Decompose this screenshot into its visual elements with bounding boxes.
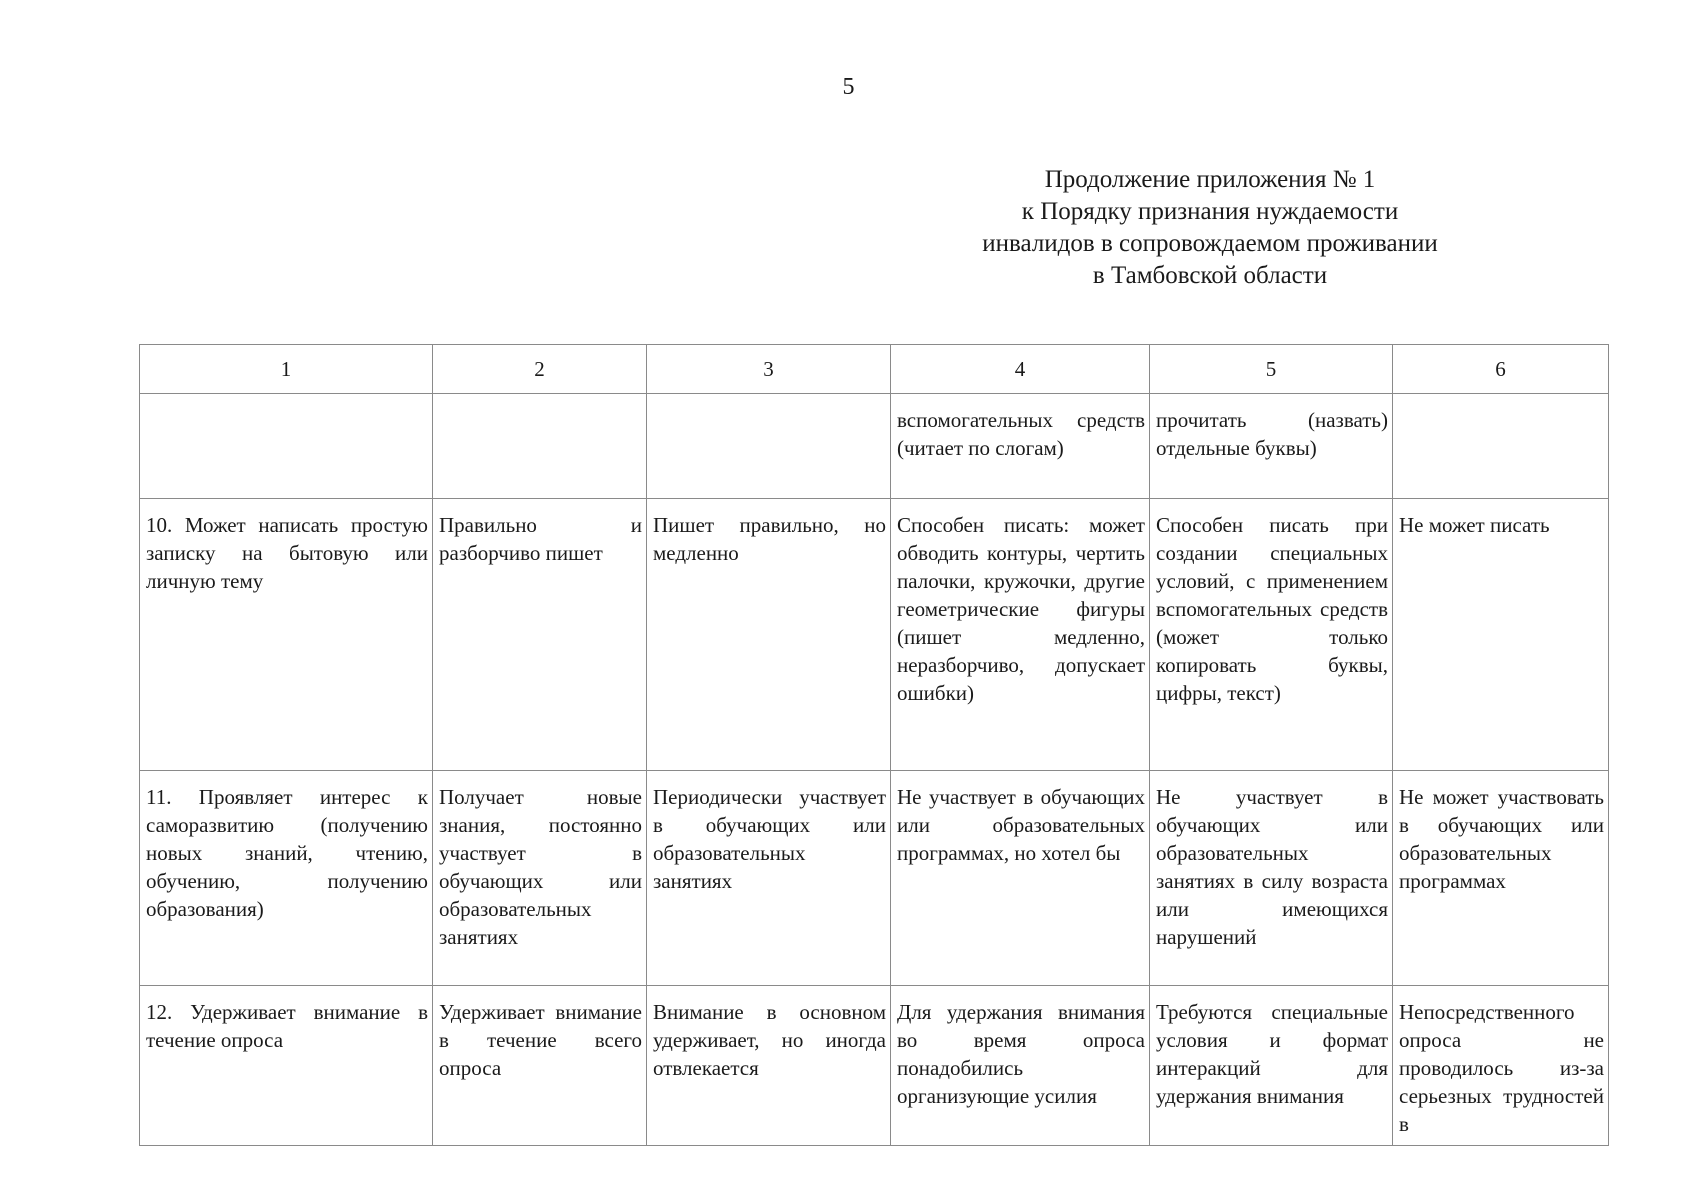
column-header: 6	[1393, 345, 1609, 394]
table-cell: Для удержания внимания во время опроса понадобились организующие усилия	[891, 986, 1150, 1146]
appendix-header-line-4: в Тамбовской области	[1092, 262, 1328, 289]
column-header: 2	[433, 345, 647, 394]
appendix-header	[945, 164, 1475, 292]
table-cell: Получает новые знания, постоянно участвует в обучающих или образовательных занятиях	[433, 771, 647, 986]
table-header-row	[140, 345, 1609, 394]
table-cell	[433, 394, 647, 499]
criterion-cell: 11. Проявляет интерес к саморазвитию (получению новых знаний, чтению, обучению, получению образования)	[140, 771, 433, 986]
table-cell: прочитать (назвать) отдельные буквы)	[1150, 394, 1393, 499]
table-row	[140, 986, 1609, 1146]
table-cell: Не участвует в обучающих или образовательных занятиях в силу возраста или имеющихся нарушений	[1150, 771, 1393, 986]
criterion-cell: 12. Удерживает внимание в течение опроса	[140, 986, 433, 1146]
appendix-header-line-2: к Порядку признания нуждаемости	[1021, 198, 1399, 225]
appendix-header-line-3: инвалидов в сопровождаемом проживании	[982, 230, 1438, 257]
appendix-header-line-1: Продолжение приложения № 1	[1044, 166, 1376, 193]
table-cell: Периодически участвует в обучающих или образовательных занятиях	[647, 771, 891, 986]
criterion-cell: 10. Может написать простую записку на бытовую или личную тему	[140, 499, 433, 771]
table-cell: Способен писать при создании специальных условий, с применением вспомогательных средств (может только копировать буквы, цифры, текст)	[1150, 499, 1393, 771]
table-cell: вспомогательных средств (читает по слогам)	[891, 394, 1150, 499]
column-header: 3	[647, 345, 891, 394]
table-cell: Не может участвовать в обучающих или образовательных программах	[1393, 771, 1609, 986]
table-cell	[1393, 394, 1609, 499]
table-cell: Удерживает внимание в течение всего опроса	[433, 986, 647, 1146]
table-row	[140, 499, 1609, 771]
table-row	[140, 771, 1609, 986]
column-header: 1	[140, 345, 433, 394]
table-row	[140, 394, 1609, 499]
table-cell: Способен писать: может обводить контуры, чертить палочки, кружочки, другие геометрические фигуры (пишет медленно, неразборчиво, допускает ошибки)	[891, 499, 1150, 771]
table-cell: Не может писать	[1393, 499, 1609, 771]
table-cell: Правильно и разборчиво пишет	[433, 499, 647, 771]
table-cell: Не участвует в обучающих или образовательных программах, но хотел бы	[891, 771, 1150, 986]
assessment-table	[139, 344, 1609, 1146]
table-cell	[140, 394, 433, 499]
table-cell	[647, 394, 891, 499]
table-cell: Непосредственного опроса не проводилось из-за серьезных трудностей в	[1393, 986, 1609, 1146]
table-cell: Внимание в основном удерживает, но иногда отвлекается	[647, 986, 891, 1146]
column-header: 5	[1150, 345, 1393, 394]
table-cell: Требуются специальные условия и формат интеракций для удержания внимания	[1150, 986, 1393, 1146]
table-cell: Пишет правильно, но медленно	[647, 499, 891, 771]
column-header: 4	[891, 345, 1150, 394]
page-number: 5	[842, 74, 855, 100]
